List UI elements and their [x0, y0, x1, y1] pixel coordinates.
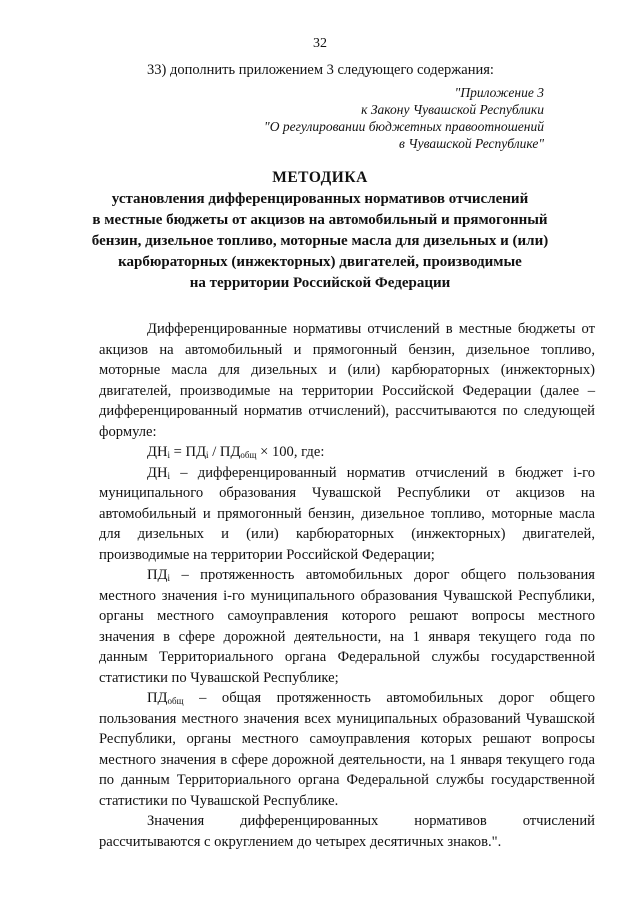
closing-paragraph: Значения дифференцированных нормативов отчислений рассчитываются с округлением до четырех десятичных знаков.".	[99, 813, 595, 850]
appendix-line: к Закону Чувашской Республики	[361, 102, 544, 117]
definition-pd-total	[99, 688, 595, 811]
definition-dn	[99, 463, 595, 566]
document-body	[99, 319, 595, 852]
formula-slash: / ПД	[208, 444, 241, 460]
appendix-line: "О регулировании бюджетных правоотношений	[264, 119, 544, 134]
appendix-line: в Чувашской Республике"	[399, 136, 544, 151]
formula-sub-i: i	[167, 450, 171, 460]
amendment-item: 33) дополнить приложением 3 следующего содержания:	[147, 62, 494, 78]
title-line: в местные бюджеты от акцизов на автомобильный и прямогонный	[92, 212, 548, 228]
document-title	[0, 167, 640, 294]
definition-text: – общая протяженность автомобильных дорог общего пользования местного значения всех муниципальных образований Чувашской Республики, органы местного самоуправления которых решают вопросы местного значения в сфере дорожной деятельности, на 1 января текущего года по данным Территориального органа Федеральной службы государственной статистики по Чувашской Республике.	[99, 690, 595, 809]
term: ПД	[147, 690, 168, 706]
intro-paragraph: Дифференцированные нормативы отчислений в местные бюджеты от акцизов на автомобильный и прямогонный бензин, дизельное топливо, моторные масла для дизельных и (или) карбюраторных (инжекторных) двигателей, производимые на территории Российской Федерации (далее – дифференцированный норматив отчислений), рассчитываются по следующей формуле:	[99, 321, 595, 440]
term-sub: i	[167, 470, 171, 481]
formula	[99, 442, 595, 463]
formula-dn: ДН	[147, 444, 168, 460]
formula-sub-i: i	[206, 450, 209, 460]
term-sub: общ	[167, 696, 184, 706]
appendix-line: "Приложение 3	[454, 85, 544, 100]
appendix-header	[264, 84, 544, 152]
title-main: МЕТОДИКА	[272, 169, 368, 186]
definition-pd	[99, 565, 595, 688]
formula-tail: × 100, где:	[256, 444, 325, 460]
term: ПД	[147, 567, 168, 583]
term: ДН	[147, 464, 168, 481]
title-line: на территории Российской Федерации	[189, 275, 451, 291]
formula-sub-total: общ	[240, 450, 257, 460]
term-sub: i	[167, 573, 171, 583]
formula-eq: = ПД	[170, 444, 207, 460]
definition-text: – протяженность автомобильных дорог общего пользования местного значения i-го муниципального образования Чувашской Республики, органы местного самоуправления которого решают вопросы местного значения в сфере дорожной деятельности, на 1 января текущего года по данным Территориального органа Федеральной службы государственной статистики по Чувашской Республике;	[99, 567, 595, 686]
title-line: бензин, дизельное топливо, моторные масла для дизельных и (или)	[91, 233, 549, 249]
title-line: карбюраторных (инжекторных) двигателей, производимые	[118, 254, 522, 270]
title-line: установления дифференцированных нормативов отчислений	[111, 191, 529, 207]
definition-text: – дифференцированный норматив отчислений в бюджет i-го муниципального образования Чувашской Республики от акцизов на автомобильный и прямогонный бензин, дизельное топливо, моторные масла для дизельных и (или) карбюраторных (инжекторных) двигателей, производимые на территории Российской Федерации;	[99, 464, 595, 563]
page-number: 32	[313, 36, 327, 51]
